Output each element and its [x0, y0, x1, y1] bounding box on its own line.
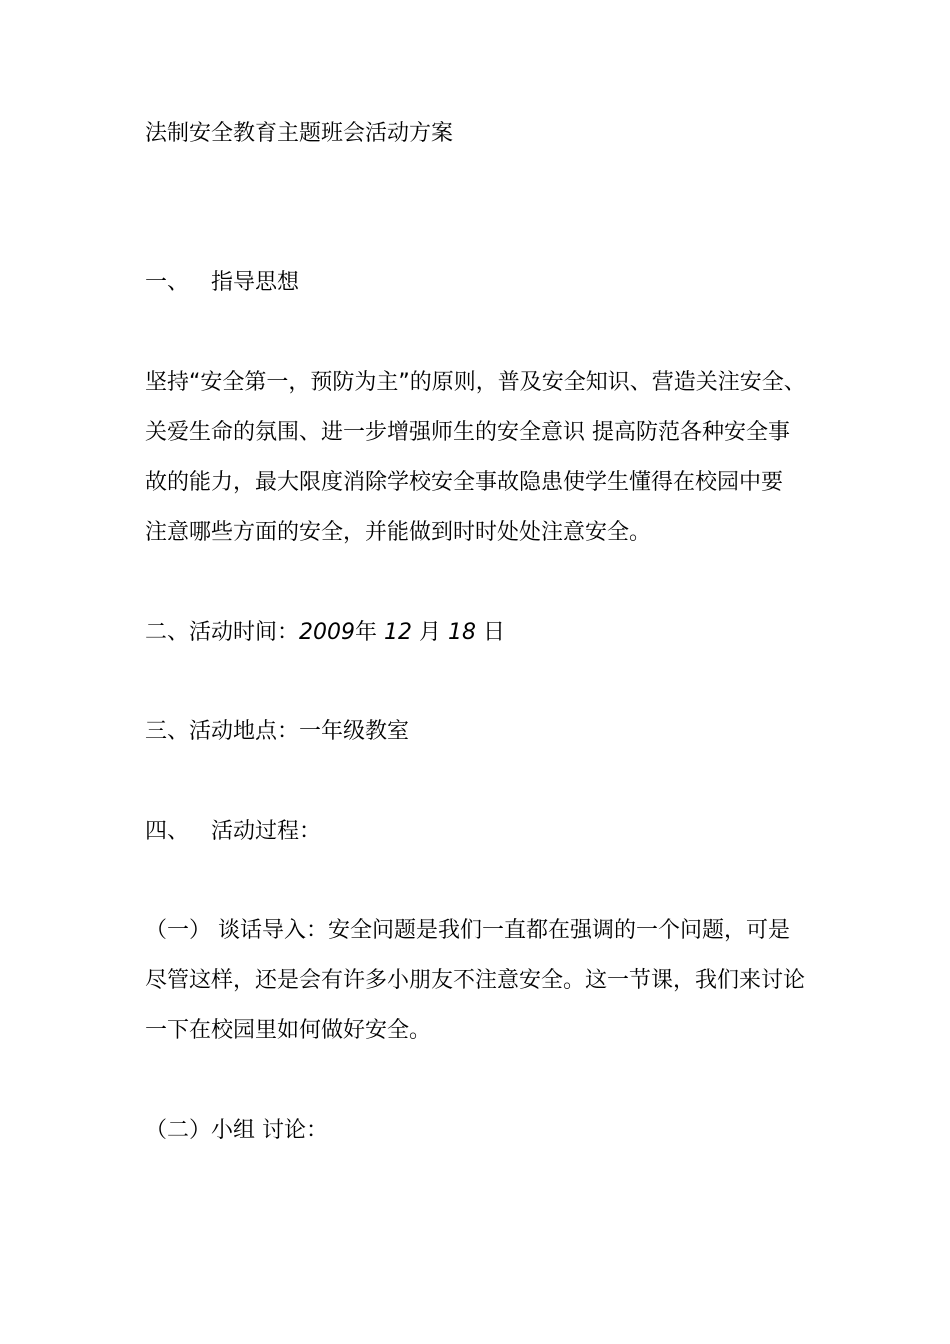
guiding-paragraph-line: 故的能力，最大限度消除学校安全事故隐患使学生懂得在校园中要	[145, 470, 784, 495]
step-1-text: 谈话导入：安全问题是我们一直都在强调的一个问题，可是	[218, 918, 791, 943]
step-1-line: 一下在校园里如何做好安全。	[145, 1018, 432, 1043]
section-4-title: 活动过程：	[211, 819, 322, 844]
activity-time	[145, 618, 505, 648]
activity-month: 12	[384, 620, 413, 645]
section-1-number: 一、	[145, 270, 190, 295]
step-1-line	[145, 916, 790, 946]
month-unit: 月	[419, 620, 442, 645]
guiding-paragraph-line: 关爱生命的氛围、进一步增强师生的安全意识 提高防范各种安全事	[145, 420, 790, 445]
activity-year: 2009	[299, 620, 356, 645]
section-1-heading	[145, 268, 299, 298]
guiding-paragraph-line: 注意哪些方面的安全，并能做到时时处处注意安全。	[145, 520, 652, 545]
step-2-heading: （二）小组 讨论：	[145, 1118, 328, 1143]
activity-day: 18	[448, 620, 477, 645]
year-unit: 年	[355, 620, 378, 645]
activity-time-label: 二、活动时间：	[145, 620, 300, 645]
section-1-title: 指导思想	[211, 270, 300, 295]
step-1-number: （一）	[145, 918, 212, 943]
section-4-heading	[145, 817, 321, 847]
day-unit: 日	[483, 620, 506, 645]
step-1-line: 尽管这样，还是会有许多小朋友不注意安全。这一节课，我们来讨论	[145, 968, 806, 993]
guiding-paragraph-line: 坚持“安全第一，预防为主”的原则，普及安全知识、营造关注安全、	[145, 370, 806, 395]
section-4-number: 四、	[145, 819, 190, 844]
document-title: 法制安全教育主题班会活动方案	[145, 121, 454, 146]
activity-location: 三、活动地点：一年级教室	[145, 719, 410, 744]
